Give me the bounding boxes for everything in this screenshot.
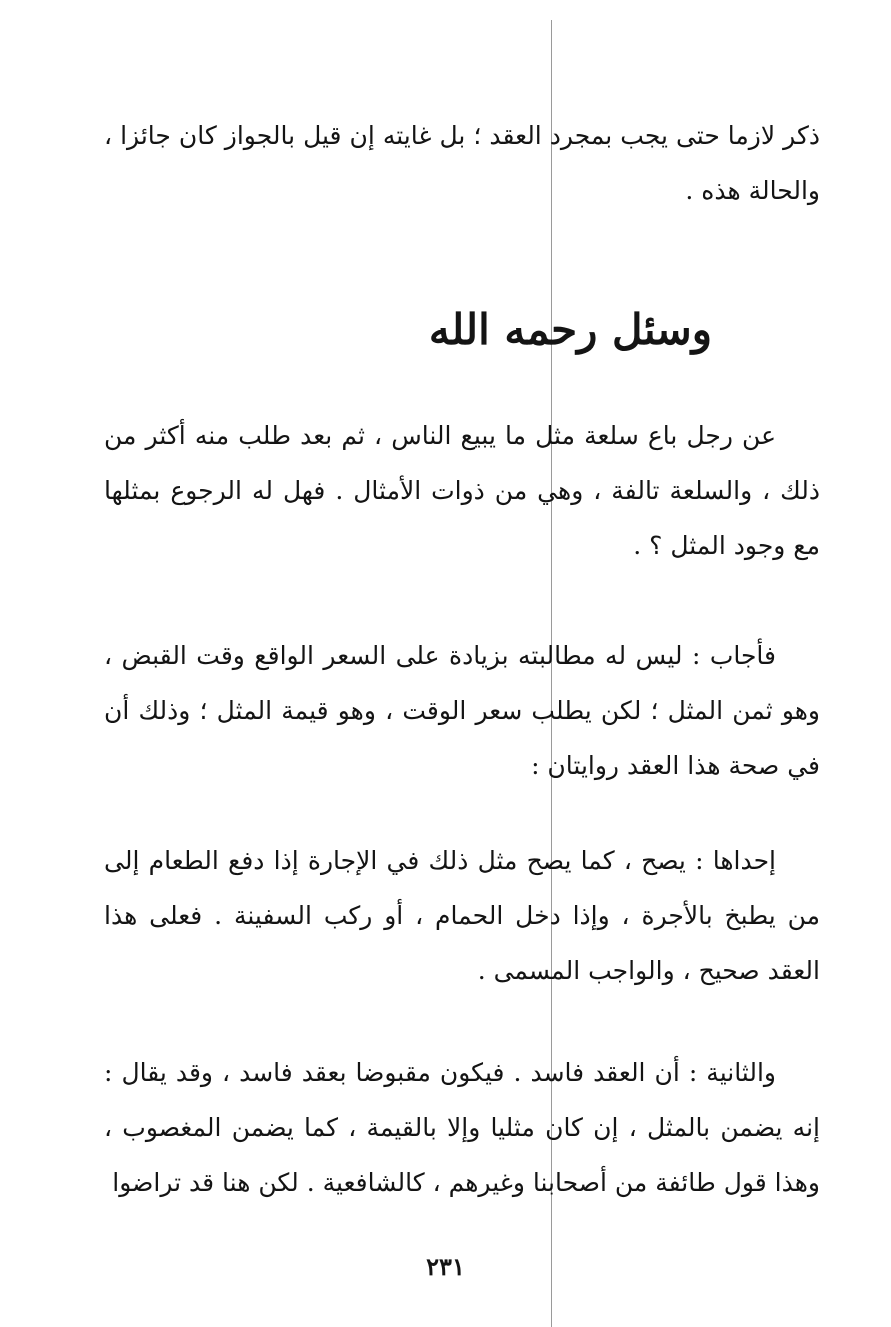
paragraph-continuation: ذكر لازما حتى يجب بمجرد العقد ؛ بل غايته إن قيل بالجواز كان جائزا ، والحالة هذه .	[104, 121, 820, 205]
book-page	[104, 108, 820, 1197]
section-heading: وسئل رحمه الله	[428, 305, 712, 354]
paragraph-second-narration: والثانية : أن العقد فاسد . فيكون مقبوضا بعقد فاسد ، وقد يقال : إنه يضمن بالمثل ، إن كان مثليا وإلا بالقيمة ، كما يضمن المغصوب ، وهذا قول طائفة من أصحابنا وغيرهم ، كالشافعية . لكن هنا قد تراضوا	[104, 1058, 820, 1197]
paragraph-question: عن رجل باع سلعة مثل ما يبيع الناس ، ثم بعد طلب منه أكثر من ذلك ، والسلعة تالفة ، وهي من ذوات الأمثال . فهل له الرجوع بمثلها مع وجود المثل ؟ .	[104, 421, 820, 560]
page-number: ٢٣١	[426, 1252, 465, 1281]
paragraph-first-narration: إحداها : يصح ، كما يصح مثل ذلك في الإجارة إذا دفع الطعام إلى من يطبخ بالأجرة ، وإذا دخل الحمام ، أو ركب السفينة . فعلى هذا العقد صحيح ، والواجب المسمى .	[104, 846, 820, 985]
paragraph-answer: فأجاب : ليس له مطالبته بزيادة على السعر الواقع وقت القبض ، وهو ثمن المثل ؛ لكن يطلب سعر الوقت ، وهو قيمة المثل ؛ وذلك أن في صحة هذا العقد روايتان :	[104, 641, 820, 780]
